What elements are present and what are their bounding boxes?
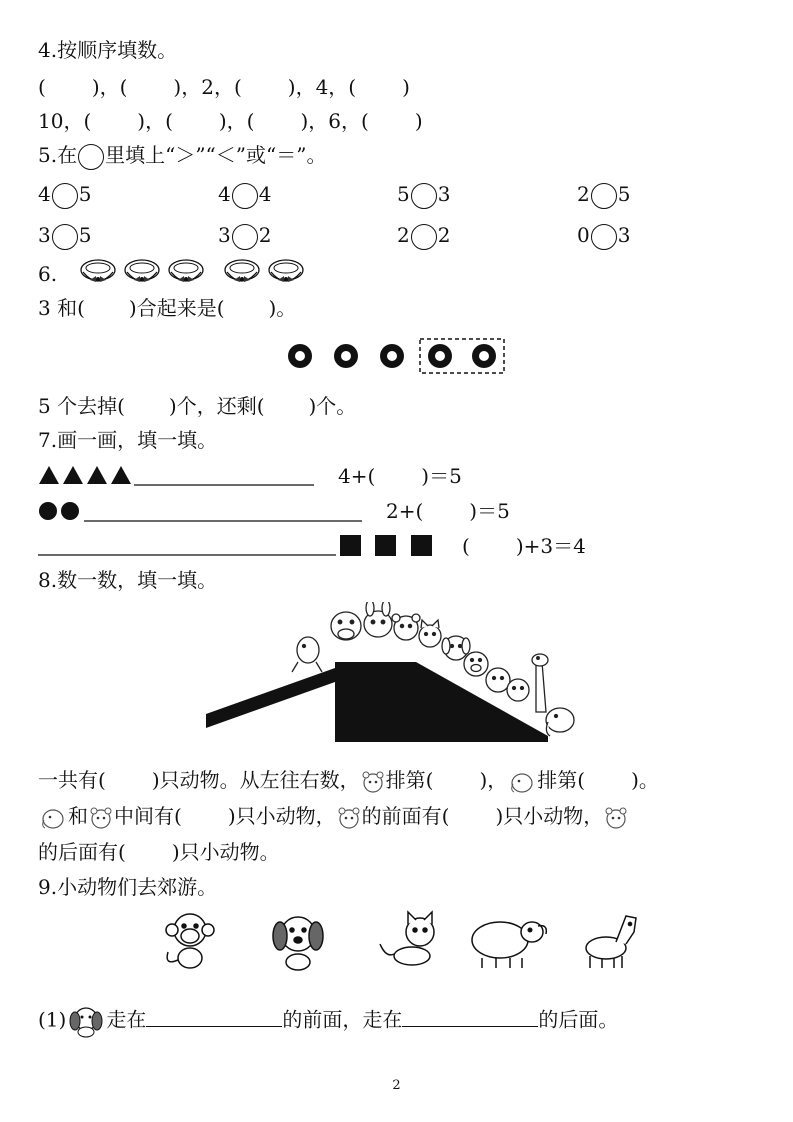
q8-line2: 和 中间有( )只小动物， 的前面有( )只小动物，: [38, 804, 629, 830]
elephant-icon: [546, 708, 574, 736]
bear-small-icon: [360, 770, 386, 794]
compare-circle[interactable]: [52, 224, 78, 250]
compare-circle-icon: [78, 144, 104, 170]
q4-r1-t1: )，(: [91, 75, 128, 99]
q5-title: [38, 143, 326, 170]
pig-icon: [464, 652, 488, 676]
dots-illustration: [284, 336, 508, 376]
bowl-icon: [125, 260, 159, 282]
giraffe-icon: [532, 654, 548, 712]
q8-line3: 的后面有( )只小动物。: [38, 840, 280, 864]
cat-icon: [380, 912, 434, 965]
q9-sub1: (1) 走在 的前面，走在 的后面。: [38, 1004, 618, 1038]
elephant-small-icon: [38, 806, 68, 830]
compare-circle[interactable]: [52, 183, 78, 209]
bowls-illustration: [78, 256, 318, 292]
circle-icon: [39, 502, 57, 520]
chicken-icon: [292, 637, 322, 672]
q7-eq1: 4+( )＝5: [338, 464, 462, 488]
q4-r2-t0: 10，(: [38, 109, 92, 133]
q4-row1: [38, 75, 410, 99]
compare-item: 4 5: [38, 182, 91, 209]
dot-icon: [288, 344, 312, 368]
compare-item: 3 5: [38, 223, 91, 250]
cow-icon: [331, 612, 361, 640]
q6-title: 6.: [38, 262, 58, 286]
triangle-icon: [39, 466, 59, 484]
cat-icon: [419, 620, 441, 647]
triangle-icon: [111, 466, 131, 484]
compare-circle[interactable]: [232, 224, 258, 250]
bowl-icon: [225, 260, 259, 282]
q4-title: 4.按顺序填数。: [38, 38, 178, 62]
bear-icon: [392, 614, 420, 640]
slide-animals-illustration: [200, 602, 600, 748]
page-number: 2: [392, 1078, 401, 1093]
circles-row: [38, 498, 368, 526]
compare-item: 2 5: [577, 182, 630, 209]
square-icon: [411, 535, 432, 556]
elephant-small-icon: [507, 770, 537, 794]
compare-circle[interactable]: [411, 183, 437, 209]
animals-row: [150, 908, 650, 974]
rabbit-icon: [364, 602, 392, 637]
monkey-icon: [166, 914, 214, 968]
q9-title: 9.小动物们去郊游。: [38, 875, 218, 899]
q6-line1: 3 和( )合起来是( )。: [38, 296, 297, 320]
compare-item: 0 3: [577, 223, 630, 250]
q5-title-pre: 5.在: [38, 143, 78, 167]
q4-r1-t0: (: [38, 75, 46, 99]
q7-eq3: ( )+3＝4: [462, 534, 586, 558]
compare-circle[interactable]: [232, 183, 258, 209]
dog2-icon: [507, 679, 529, 701]
bear-small-icon: [88, 806, 114, 830]
sheep-icon: [486, 668, 510, 692]
compare-circle[interactable]: [411, 224, 437, 250]
q7-title: 7.画一画，填一填。: [38, 428, 218, 452]
q4-r2-t1: )，(: [137, 109, 173, 133]
q8-line1: 一共有( )只动物。从左往右数， 排第( )， 排第( )。: [38, 768, 659, 792]
compare-circle[interactable]: [591, 224, 617, 250]
q4-row2: [38, 109, 423, 133]
triangle-icon: [87, 466, 107, 484]
q6-line2: 5 个去掉( )个，还剩( )个。: [38, 394, 357, 418]
square-icon: [375, 535, 396, 556]
q4-r1-t2: )，2，(: [173, 75, 242, 99]
q9-answer-line2[interactable]: [402, 1008, 538, 1027]
bear-small-icon: [603, 806, 629, 830]
q9-answer-line1[interactable]: [146, 1008, 282, 1027]
circle-icon: [61, 502, 79, 520]
bear-small-icon: [336, 806, 362, 830]
compare-item: 4 4: [218, 182, 271, 209]
q7-eq2: 2+( )＝5: [386, 499, 510, 523]
q8-title: 8.数一数，填一填。: [38, 568, 218, 592]
q4-r1-t3: )，4，(: [287, 75, 357, 99]
compare-item: 2 2: [397, 223, 450, 250]
q4-r2-t3: )，6，(: [300, 109, 369, 133]
dot-icon: [428, 344, 452, 368]
compare-circle[interactable]: [591, 183, 617, 209]
dot-icon: [380, 344, 404, 368]
dog-icon: [273, 917, 323, 970]
dot-icon: [334, 344, 358, 368]
dog-small-icon: [66, 1004, 106, 1038]
triangle-icon: [63, 466, 83, 484]
squares-row: [38, 533, 438, 561]
triangles-row: [38, 462, 318, 490]
bowl-icon: [169, 260, 203, 282]
q4-r1-t4: ): [402, 75, 410, 99]
dog-icon: [442, 636, 470, 660]
compare-item: 3 2: [218, 223, 271, 250]
q4-r2-t4: ): [414, 109, 423, 133]
q5-title-post: 里填上“＞”“＜”或“＝”。: [105, 143, 327, 167]
compare-item: 5 3: [397, 182, 450, 209]
sheep-icon: [472, 922, 546, 968]
dot-icon: [472, 344, 496, 368]
horse-icon: [586, 916, 636, 968]
q4-r2-t2: )，(: [218, 109, 255, 133]
bowl-icon: [81, 260, 115, 282]
square-icon: [340, 535, 361, 556]
bowl-icon: [269, 260, 303, 282]
